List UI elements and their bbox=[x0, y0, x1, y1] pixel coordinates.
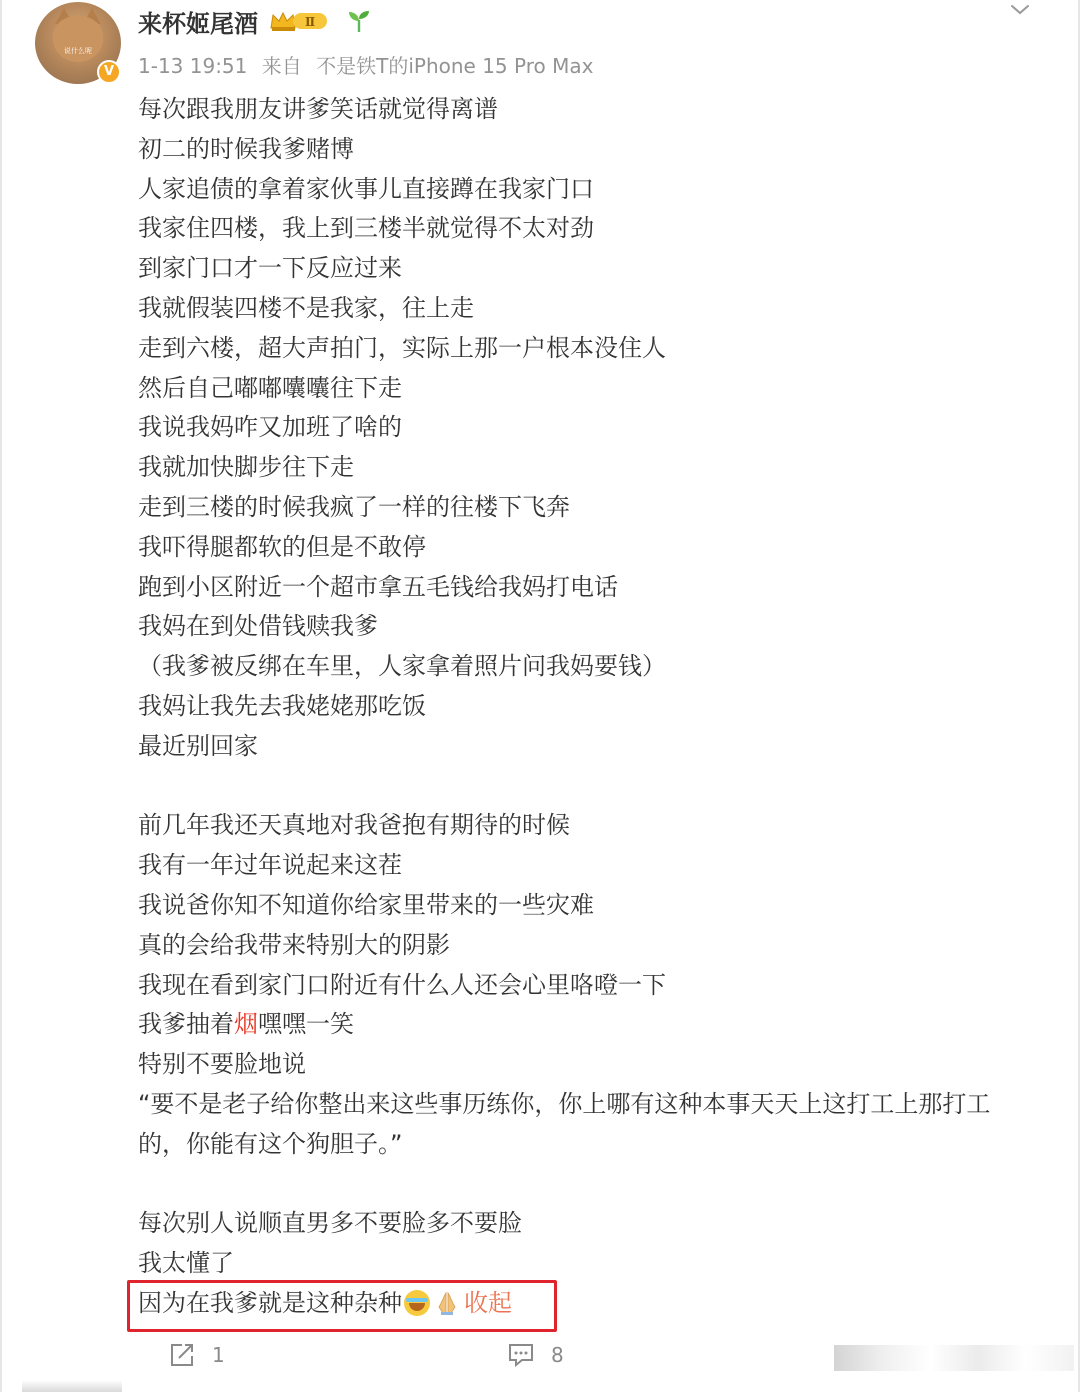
avatar-caption: 说什么呢 bbox=[64, 47, 92, 55]
repost-button[interactable] bbox=[168, 1340, 225, 1370]
post-line: 我现在看到家门口附近有什么人还会心里咯噔一下 bbox=[138, 970, 666, 999]
post-line: 我说我妈咋又加班了啥的 bbox=[138, 413, 402, 442]
smoke-before: 我爹抽着 bbox=[138, 1010, 234, 1039]
post-line: 最近别回家 bbox=[138, 731, 258, 760]
collapse-link[interactable]: 收起 bbox=[464, 1288, 512, 1317]
post-line: 我就假装四楼不是我家，往上走 bbox=[138, 293, 474, 322]
post-line: 我妈在到处借钱赎我爹 bbox=[138, 612, 378, 641]
blank-line bbox=[138, 1165, 1038, 1205]
post-line: 走到六楼，超大声拍门，实际上那一户根本没住人 bbox=[138, 333, 666, 362]
bottom-fade bbox=[22, 1380, 122, 1392]
comment-icon bbox=[507, 1342, 535, 1368]
post-body bbox=[138, 90, 1038, 1324]
final-text: 因为在我爹就是这种杂种 bbox=[138, 1288, 402, 1317]
post-line: 特别不要脸地说 bbox=[138, 1050, 306, 1079]
vip-level: Ⅱ bbox=[304, 15, 316, 29]
crown-vip-icon[interactable] bbox=[269, 10, 331, 32]
repost-count: 1 bbox=[212, 1343, 225, 1367]
post-line: 初二的时候我爹赌博 bbox=[138, 134, 354, 163]
username[interactable]: 来杯姬尾酒 bbox=[138, 10, 258, 38]
post-line: 到家门口才一下反应过来 bbox=[138, 254, 402, 283]
comment-count: 8 bbox=[551, 1343, 564, 1367]
post-line: 我吓得腿都软的但是不敢停 bbox=[138, 532, 426, 561]
pray-hands-emoji bbox=[434, 1290, 460, 1316]
post-line: 人家追债的拿着家伙事儿直接蹲在我家门口 bbox=[138, 174, 594, 203]
keyword-link[interactable]: 烟 bbox=[234, 1010, 258, 1039]
post-line: 我妈让我先去我姥姥那吃饭 bbox=[138, 691, 426, 720]
laugh-cry-emoji bbox=[404, 1290, 430, 1316]
post-line: （我爹被反绑在车里，人家拿着照片问我妈要钱） bbox=[138, 652, 666, 681]
post-line: 我有一年过年说起来这茬 bbox=[138, 851, 402, 880]
post-line: 我就加快脚步往下走 bbox=[138, 453, 354, 482]
post-line: 走到三楼的时候我疯了一样的往楼下飞奔 bbox=[138, 492, 570, 521]
blank-line bbox=[138, 767, 1038, 807]
chevron-down-icon[interactable] bbox=[1008, 2, 1032, 18]
post-line: 然后自己嘟嘟囔囔往下走 bbox=[138, 373, 402, 402]
post-line: 真的会给我带来特别大的阴影 bbox=[138, 930, 450, 959]
repost-icon bbox=[168, 1342, 196, 1368]
post-line: 每次别人说顺直男多不要脸多不要脸 bbox=[138, 1209, 522, 1238]
post-line: 我说爸你知不知道你给家里带来的一些灾难 bbox=[138, 890, 594, 919]
like-button[interactable] bbox=[834, 1345, 1074, 1371]
post-line-smoke bbox=[138, 1005, 1038, 1045]
post-source[interactable]: 不是铁T的iPhone 15 Pro Max bbox=[316, 54, 594, 78]
post-line-quote: “要不是老子给你整出来这些事历练你，你上哪有这种本事天天上这打工上那打工的，你能有这个狗胆子。” bbox=[138, 1089, 991, 1158]
post-line: 跑到小区附近一个超市拿五毛钱给我妈打电话 bbox=[138, 572, 618, 601]
post-time: 1-13 19:51 bbox=[138, 54, 248, 78]
post-line: 我太懂了 bbox=[138, 1249, 234, 1278]
source-prefix: 来自 bbox=[261, 54, 302, 78]
verified-badge: V bbox=[97, 60, 121, 84]
smoke-after: 嘿嘿一笑 bbox=[258, 1010, 354, 1039]
post-line-final bbox=[138, 1284, 1038, 1324]
post-meta bbox=[138, 50, 593, 79]
sprout-icon[interactable] bbox=[346, 8, 372, 34]
post-line: 每次跟我朋友讲爹笑话就觉得离谱 bbox=[138, 95, 498, 123]
post-line: 我家住四楼，我上到三楼半就觉得不太对劲 bbox=[138, 214, 594, 243]
comment-button[interactable] bbox=[507, 1340, 564, 1370]
post-line: 前几年我还天真地对我爸抱有期待的时候 bbox=[138, 811, 570, 840]
